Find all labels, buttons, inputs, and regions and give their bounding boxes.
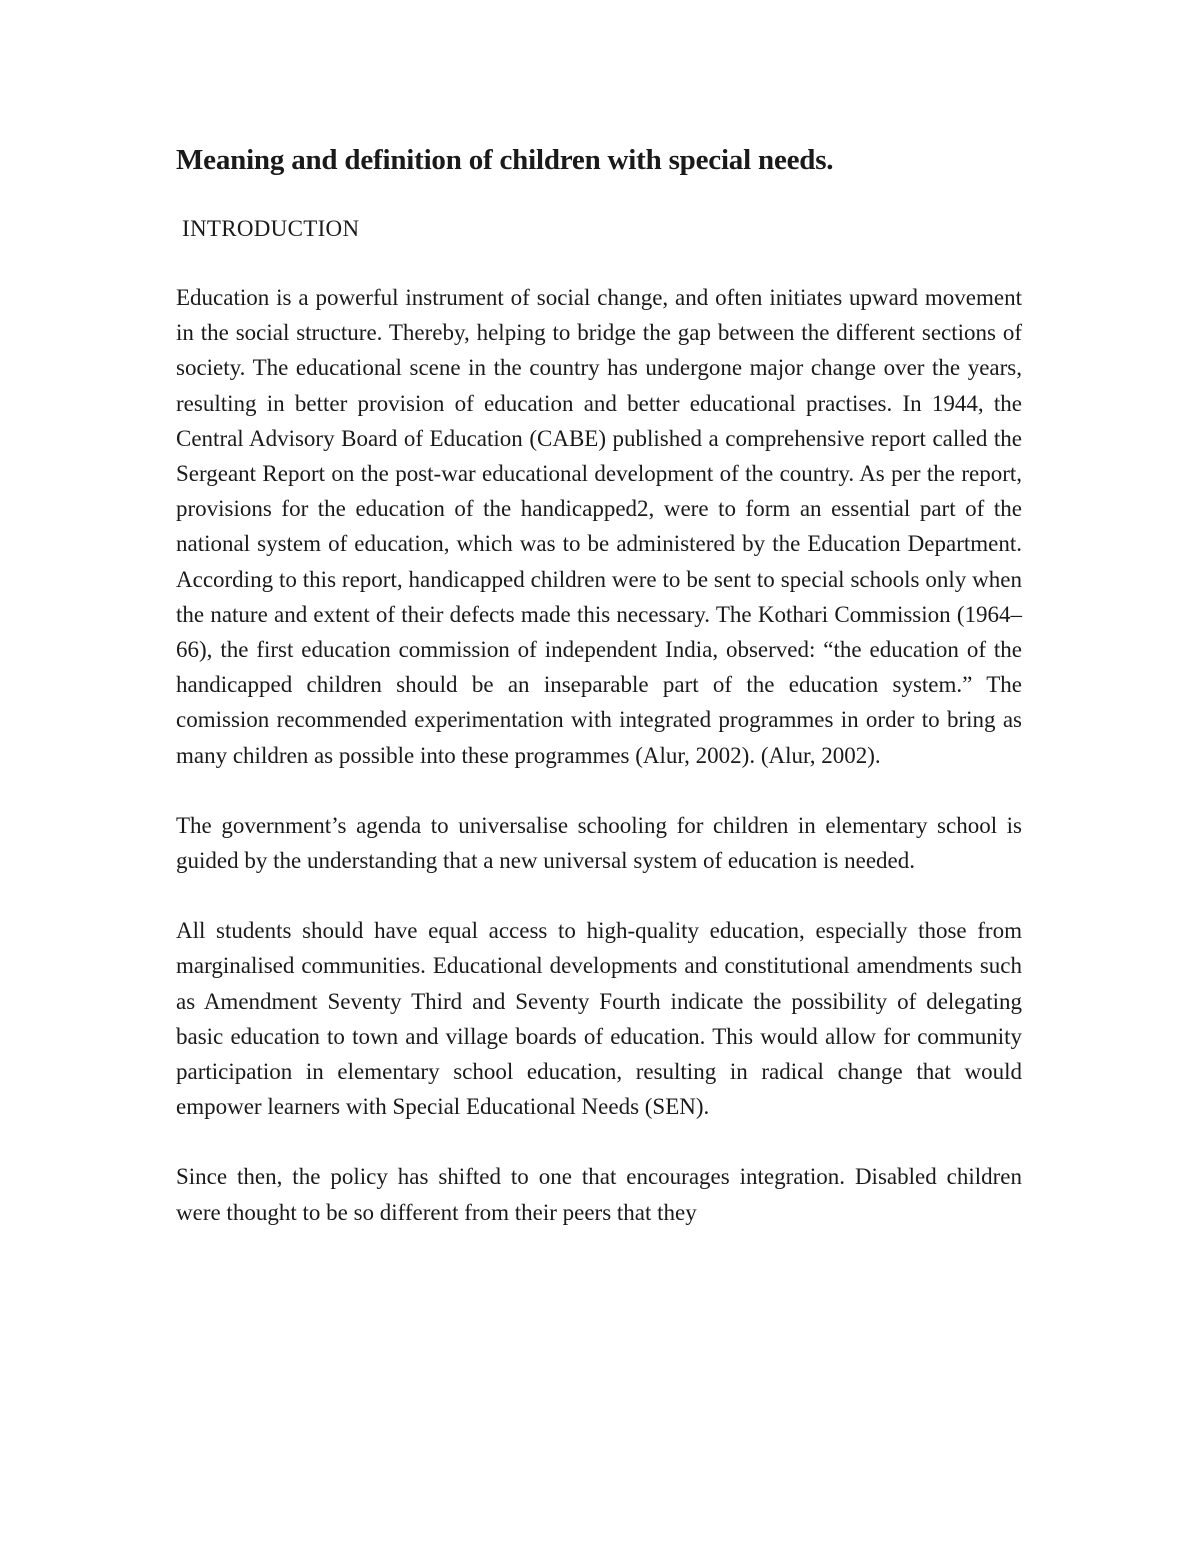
document-title: Meaning and definition of children with special needs. (176, 144, 834, 176)
document-body (176, 140, 1022, 1265)
section-heading-introduction: INTRODUCTION (182, 216, 360, 241)
paragraph-policy-shift: Since then, the policy has shifted to one that encourages integration. Disabled children were thought to be so different from their peers that they (176, 1164, 1022, 1225)
paragraph-government-agenda: The government’s agenda to universalise schooling for children in elementary school is guided by the understanding that a new universal system of education is needed. (176, 812, 1022, 874)
paragraph-equal-access: All students should have equal access to high-quality education, especially those from marginalised communities. Educational developments and constitutional amendments such as Amendment Seventy Third and Seventy Fourth indicate the possibility of delegating basic education to town and village boards of education. This would allow for community participation in elementary school education, resulting in radical change that would empower learners with Special Educational Needs (SEN). (176, 918, 1022, 1120)
paragraph-education-history: Education is a powerful instrument of social change, and often initiates upward movement in the social structure. Thereby, helping to bridge the gap between the different sections of society. The educational scene in the country has undergone major change over the years, resulting in better provision of education and better educational practises. In 1944, the Central Advisory Board of Education (CABE) published a comprehensive report called the Sergeant Report on the post-war educational development of the country. As per the report, provisions for the education of the handicapped2, were to form an essential part of the national system of education, which was to be administered by the Education Department. According to this report, handicapped children were to be sent to special schools only when the nature and extent of their defects made this necessary. The Kothari Commission (1964–66), the first education commission of independent India, observed: “the education of the handicapped children should be an inseparable part of the education system.” The comission recommended experimentation with integrated programmes in order to bring as many children as possible into these programmes (Alur, 2002). (Alur, 2002). (176, 285, 1022, 768)
